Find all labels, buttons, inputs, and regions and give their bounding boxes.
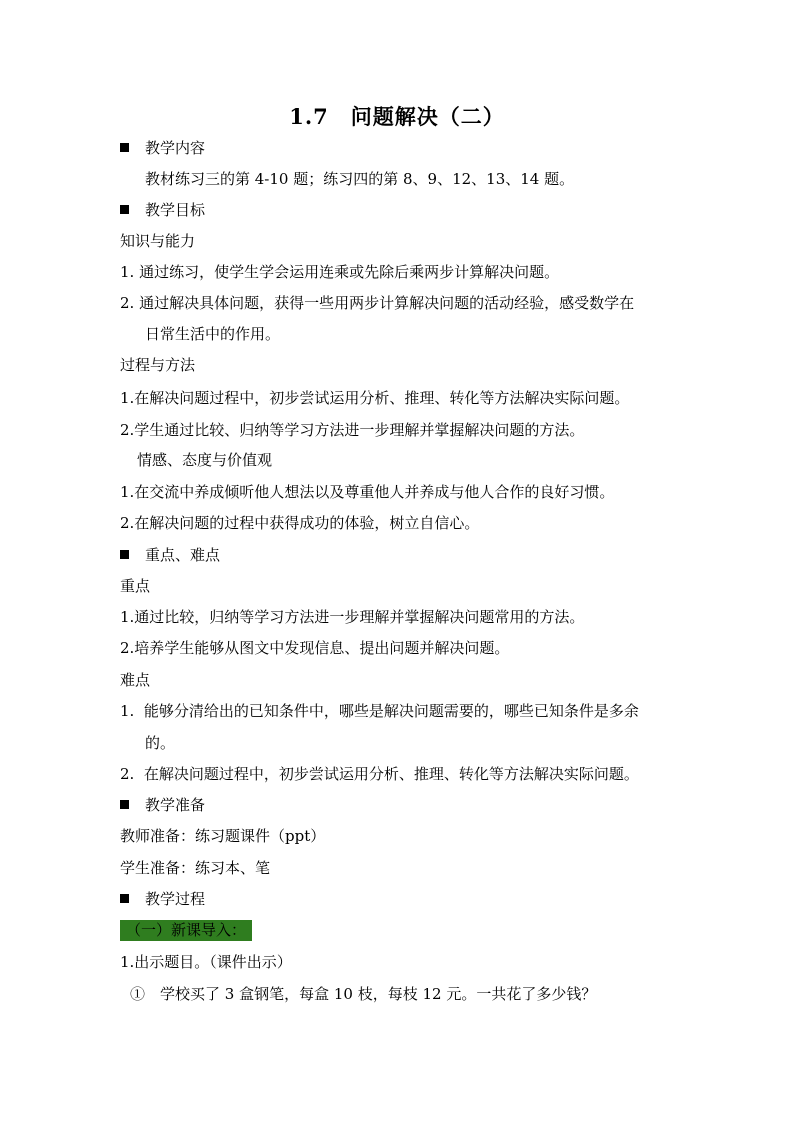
section-heading-keypoints [120,545,220,565]
intro-label: （一）新课导入： [120,920,252,941]
knowledge-item-2-cont: 日常生活中的作用。 [145,325,281,343]
subheading-key: 重点 [120,577,151,595]
difficult-item-1: 1. 能够分清给出的已知条件中，哪些是解决问题需要的，哪些已知条件是多余 [120,702,639,720]
process-item-1: 1.在解决问题过程中，初步尝试运用分析、推理、转化等方法解决实际问题。 [120,389,630,407]
student-prep: 学生准备：练习本、笔 [120,859,271,877]
heading-text: 教学过程 [145,890,206,908]
process-item-2: 2.学生通过比较、归纳等学习方法进一步理解并掌握解决问题的方法。 [120,421,585,439]
teacher-prep: 教师准备：练习题课件（ppt） [120,827,326,845]
square-bullet-icon [120,205,129,214]
heading-text: 教学目标 [145,201,206,219]
heading-text: 教学内容 [145,139,206,157]
step-1: 1.出示题目。（课件出示） [120,953,292,971]
emotion-item-1: 1.在交流中养成倾听他人想法以及尊重他人并养成与他人合作的良好习惯。 [120,483,615,501]
key-item-1: 1.通过比较，归纳等学习方法进一步理解并掌握解决问题常用的方法。 [120,608,585,626]
subheading-difficult: 难点 [120,671,151,689]
section-heading-process [120,889,205,909]
section-heading-prep [120,795,205,815]
square-bullet-icon [120,800,129,809]
square-bullet-icon [120,894,129,903]
intro-label-highlight [120,920,252,940]
page-title: 1.7 问题解决（二） [289,104,505,129]
square-bullet-icon [120,143,129,152]
content-text: 教材练习三的第 4-10 题；练习四的第 8、9、12、13、14 题。 [145,170,575,188]
heading-text: 教学准备 [145,796,206,814]
key-item-2: 2.培养学生能够从图文中发现信息、提出问题并解决问题。 [120,639,510,657]
knowledge-item-2: 2. 通过解决具体问题，获得一些用两步计算解决问题的活动经验，感受数学在 [120,294,635,312]
subheading-knowledge: 知识与能力 [120,232,196,250]
heading-text: 重点、难点 [145,546,221,564]
problem-1: ① 学校买了 3 盒钢笔，每盒 10 枝，每枝 12 元。一共花了多少钱？ [130,985,597,1003]
subheading-emotion: 情感、态度与价值观 [137,451,273,469]
square-bullet-icon [120,550,129,559]
section-heading-content [120,138,205,158]
difficult-item-1-cont: 的。 [145,734,176,752]
section-heading-goals [120,200,205,220]
subheading-process: 过程与方法 [120,356,196,374]
difficult-item-2: 2. 在解决问题过程中，初步尝试运用分析、推理、转化等方法解决实际问题。 [120,765,639,783]
emotion-item-2: 2.在解决问题的过程中获得成功的体验，树立自信心。 [120,514,480,532]
knowledge-item-1: 1. 通过练习，使学生学会运用连乘或先除后乘两步计算解决问题。 [120,263,560,281]
